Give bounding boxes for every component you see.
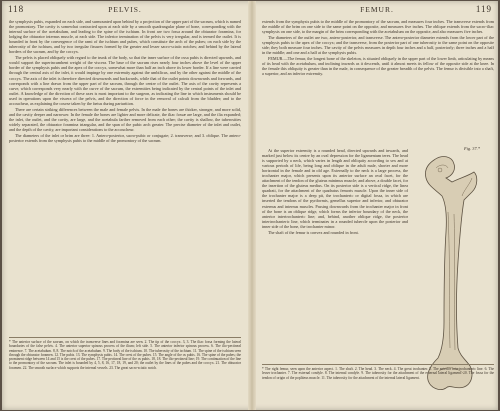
left-body-text [9, 19, 241, 332]
left-page [2, 1, 248, 410]
femur-illustration [412, 152, 496, 392]
left-page-number: 118 [8, 4, 25, 14]
figure-label: Fig. 37.* [464, 146, 480, 151]
book-spread [2, 1, 498, 410]
paragraph: The pelvis is placed obliquely with regard to the trunk of the body, so that the inner surface of the ossa pubis is directed upwards, and would support the superincumbent weight of the viscera. The base of the sacrum rises nearly four inches above the level of the upper border of the symphysis pubis and the apex of the coccyx, somewhat more than half an inch above its lower border. If a line were carried through the central axis of the inlet, it would impinge by one extremity against the umbilicus, and by the other against the middle of the coccyx. The axis of the inlet is therefore directed downwards and backwards, while that of the outlet points downwards and forwards, and corresponds with a line drawn from the upper part of the sacrum, through the centre of the outlet. The axis of the cavity represents a curve, which corresponds very nearly with the curve of the sacrum, the extremities being indicated by the central points of the inlet and outlet. A knowledge of the direction of these axes is most important to the surgeon, as indicating the line in which instruments should be used in operations upon the viscera of the pelvis, and the direction of force in the removal of calculi from the bladder; and to the accoucheur, as explaining the course taken by the fœtus during parturition. [9, 55, 241, 106]
paragraph: the symphysis pubis, expanded on each side, and surmounted upon behind by a projection of the upper part of the sacrum, which is named the promontory. The cavity is somewhat contracted upon at each side by a smooth quadrangular plane of bone, corresponding with the internal surface of the acetabulum, and leading to the spine of the ischium. In front are two fossa around the obturator foramina, for lodging the obturator internus muscle, at each side. The inferior termination of the pelvis is very irregular, and is termed the outlet. It is bounded in front by the convergence of the rami of the ischium and pubes, which constitute the arch of the pubes; on each side by the tuberosity of the ischium, and by two irregular fissures formed by the greater and lesser sacro-sciatic notches; and behind by the lateral borders of the sacrum, and by the coccyx. [9, 19, 241, 55]
paragraph: FEMUR.—The femur, the longest bone of the skeleton, is situated obliquely in the upper part of the lower limb, articulating by means of its head with the acetabulum, and inclining inwards as it descends, until it almost meets its fellow of the opposite side at the knee. In the female this obliquity is greater than in the male, in consequence of the greater breadth of the pelvis. The femur is divisible into a shaft, a superior, and an inferior extremity. [262, 56, 494, 77]
right-page-title: FEMUR. [360, 5, 394, 14]
paragraph: There are certain striking differences between the male and female pelvis. In the male the bones are thicker, stronger, and more solid, and the cavity deeper and narrower. In the female the bones are lighter and more delicate, the iliac fossæ are large, and the ilia expanded; the inlet, the outlet, and the cavity, are large, and the acetabula farther removed from each other; the cavity is shallow, the tuberosities widely separated, the obturator foramina triangular, and the span of the pubic arch greater. The precise diameter of the inlet and outlet, and the depth of the cavity, are important considerations to the accoucheur. [9, 106, 241, 132]
paragraph: The diameters of the outlet are two, antero-posterior, and transverse. The antero-posterior diameter extends from the lower part of the symphysis pubis to the apex of the coccyx; and the transverse, from the posterior part of one tuberosity to the same point on the opposite side; they both measure four inches. The cavity of the pelvis measures in depth four inches and a half, posteriorly; three inches and a half in the middle; and one and a half at the symphysis pubis. [262, 35, 494, 56]
paragraph: The shaft of the femur is convex and rounded in front. [268, 229, 359, 235]
paragraph: The diameters of the inlet or brim are three: 1. Antero-posterior, sacro-pubic or conjugate; 2. transverse; and 3. oblique. The antero-posterior extends from the symphysis pubis to the middle of the promontory of the sacrum. [9, 133, 241, 144]
right-body-wrapped [262, 148, 408, 358]
right-page [256, 1, 498, 410]
right-page-number: 119 [475, 4, 492, 14]
book-gutter [248, 1, 256, 410]
right-body-top [262, 19, 494, 147]
right-footnote: * The right femur, seen upon the anterior aspect. 1. The shaft. 2. The head. 3. The neck. 4. The great trochanter. 5. The anterior intertrochanteric line. 6. The lesser trochanter. 7. The external condyle. 8. The internal condyle. 9. The tuberosity for the attachment of the external lateral ligament. 10. The fossa for the tendon of origin of the popliteus muscle. 11. The tuberosity for the attachment of the internal lateral ligament. [262, 367, 494, 380]
footnote-rule [9, 337, 241, 338]
paragraph: At the superior extremity is a rounded head, directed upwards and inwards, and marked just below its centre by an oval depression for the ligamentum teres. The head is supported by a neck, which varies in length and obliquity according to sex and at various periods of life, being long and oblique in the adult male, shorter and more horizontal in the female and in old age. Externally to the neck is a large process, the trochanter major, which presents upon its anterior surface an oval facet, for the attachment of the tendon of the gluteus minimus muscle; and above, a double facet, for the insertion of the gluteus medius. On its posterior side is a vertical ridge, the linea quadrati, for the attachment of the quadratus femoris muscle. Upon the inner side of the trochanter major is a deep pit, the trochanteric or digital fossa, in which are inserted the tendons of the pyriformis, gemellus superior and inferior, and obturator externus and internus muscles. Passing downwards from the trochanter major in front of the bone is an oblique ridge, which forms the inferior boundary of the neck, the anterior intertrochanteric line; and, behind, another oblique ridge, the posterior intertrochanteric line, which terminates in a rounded tubercle upon the posterior and inner side of the bone, the trochanter minor. [262, 148, 408, 229]
paragraph: extends from the symphysis pubis to the middle of the promontory of the sacrum, and measures four inches. The transverse extends from the middle of the brim on one side to the same point on the opposite, and measures five inches. The oblique extends from the sacro-iliac symphysis on one side, to the margin of the brim corresponding with the acetabulum on the opposite, and also measures five inches. [262, 19, 494, 35]
footnote-rule [262, 364, 494, 365]
left-page-title: PELVIS. [108, 5, 142, 14]
left-footnote: * The anterior surface of the sacrum, on which the transverse lines and foramina are seen. 2. The tip of the coccyx. 3, 3. The iliac fossa forming the lateral boundaries of the false pelvis. 4. The anterior superior spinous process of the ilium; left side. 5. The anterior inferior spinous process. 6. The ilio-pectineal eminence. 7. The acetabulum. 8, 8. The notch of the acetabulum. 9. The body of the ischium. 10. The tuberosity of the ischium. 11. The spine of the ischium seen through the obturator foramen. 12. The pubis. 13. The symphysis pubis. 14. The crest of the pubes. 15. The angle of the os pubis. 16. The spine of the pubes; the prominent ridge between 14 and 15 is the crest of the pubes. 17. The pectineal line of the os pubis. 18, 18. The ilio-pectineal line; 19. The continuation of the line to the promontory of the sacrum. The inlet is bounded by 4, 5, 8, 16, 17, 18, 19, and 20; the outlet by the lines of the pubes and the coccyx. 21. The obturator foramen. 22. The smooth surface which supports the internal vessels. 23. The great sacro-sciatic notch. [9, 340, 241, 370]
